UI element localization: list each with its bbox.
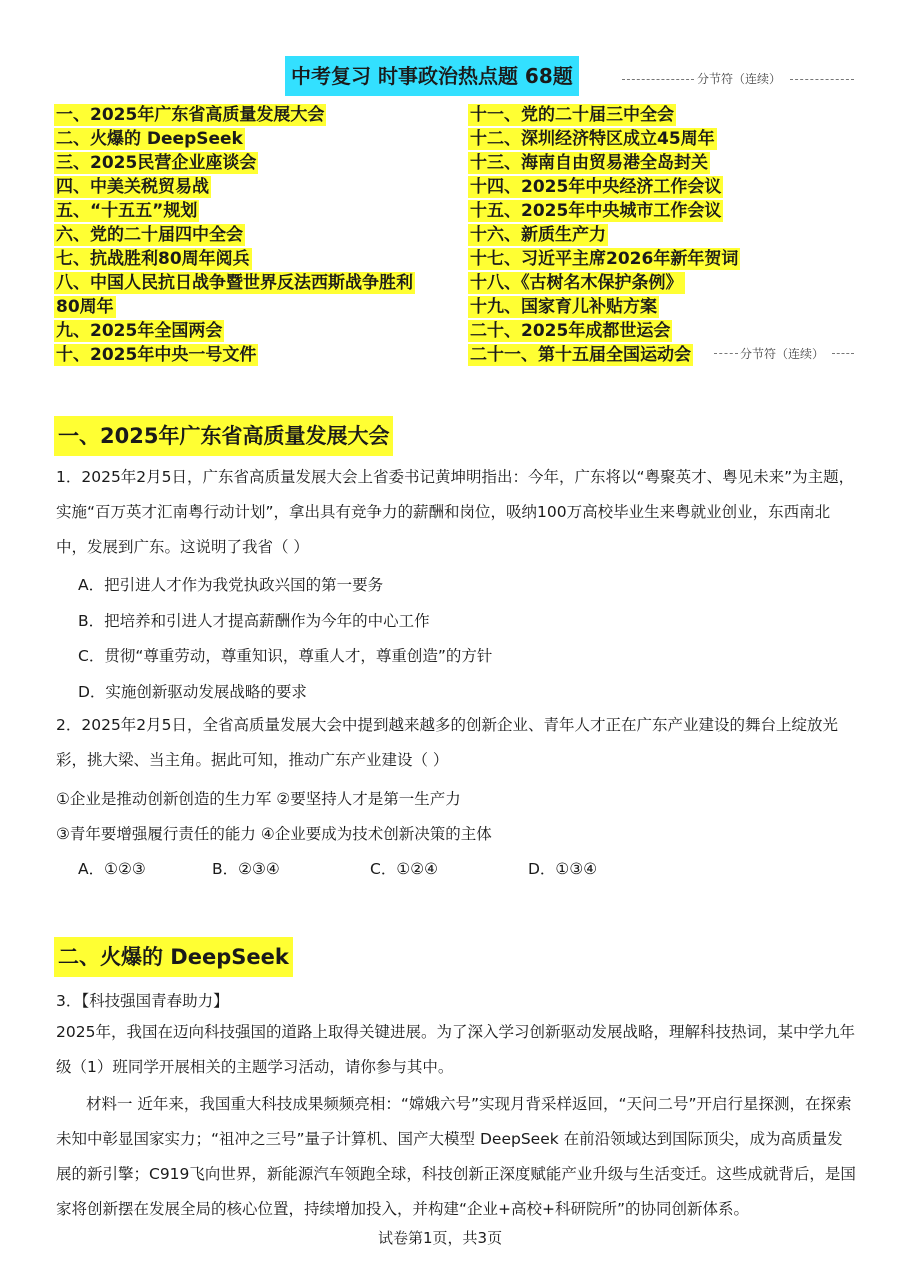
question-label: 3．【科技强国青春助力】	[56, 992, 229, 1010]
option-a: A．①②③	[78, 860, 146, 878]
toc-item: 三、2025民营企业座谈会	[56, 153, 257, 173]
toc-item: 十、2025年中央一号文件	[56, 345, 257, 365]
toc-item: 五、“十五五”规划	[56, 201, 198, 221]
toc-item: 十八、《古树名木保护条例》	[470, 273, 683, 293]
section-break-label: 分节符（连续）	[697, 72, 782, 86]
statement-line: ③青年要增强履行责任的能力 ④企业要成为技术创新决策的主体	[56, 825, 492, 843]
option-b: B．②③④	[212, 860, 280, 878]
option-a: A．把引进人才作为我党执政兴国的第一要务	[78, 576, 384, 594]
question-intro: 2025年，我国在迈向科技强国的道路上取得关键进展。为了深入学习创新驱动发展战略，理解科技热词，某中学九年级（1）班同学开展相关的主题学习活动，请你参与其中。	[56, 1023, 855, 1076]
toc-item: 十一、党的二十届三中全会	[470, 105, 674, 125]
section-heading: 一、2025年广东省高质量发展大会	[54, 416, 393, 456]
toc-item: 十六、新质生产力	[470, 225, 606, 245]
toc-item: 七、抗战胜利80周年阅兵	[56, 249, 250, 269]
toc-item: 80周年	[56, 297, 114, 317]
option-b: B．把培养和引进人才提高薪酬作为今年的中心工作	[78, 612, 430, 630]
toc-item: 二、火爆的 DeepSeek	[56, 129, 243, 149]
section-break-line	[790, 79, 854, 80]
section-heading: 二、火爆的 DeepSeek	[54, 937, 293, 977]
statement-line: ①企业是推动创新创造的生力军 ②要坚持人才是第一生产力	[56, 790, 461, 808]
toc-item: 十三、海南自由贸易港全岛封关	[470, 153, 708, 173]
toc-item: 六、党的二十届四中全会	[56, 225, 243, 245]
question-stem: 2．2025年2月5日，全省高质量发展大会中提到越来越多的创新企业、青年人才正在广东产业建设的舞台上绽放光彩，挑大梁、当主角。据此可知，推动广东产业建设（ ）	[56, 716, 839, 769]
toc-item: 八、中国人民抗日战争暨世界反法西斯战争胜利	[56, 273, 413, 293]
section-break-line	[832, 353, 854, 354]
page-title: 中考复习 时事政治热点题 68题	[285, 56, 579, 96]
toc-item: 四、中美关税贸易战	[56, 177, 209, 197]
toc-item: 十七、习近平主席2026年新年贺词	[470, 249, 739, 269]
question-stem: 1．2025年2月5日，广东省高质量发展大会上省委书记黄坤明指出：今年，广东将以“粤聚英才、粤见未来”为主题，实施“百万英才汇南粤行动计划”，拿出具有竞争力的薪酬和岗位，吸纳100万高校毕业生来粤就业创业，东西南北中，发展到广东。这说明了我省（ ）	[56, 468, 855, 556]
option-c: C．贯彻“尊重劳动，尊重知识，尊重人才，尊重创造”的方针	[78, 647, 493, 665]
toc-item: 十九、国家育儿补贴方案	[470, 297, 657, 317]
section-break-line	[622, 79, 694, 80]
toc-item: 二十、2025年成都世运会	[470, 321, 671, 341]
option-d: D．实施创新驱动发展战略的要求	[78, 683, 307, 701]
option-c: C．①②④	[370, 860, 439, 878]
toc-item: 二十一、第十五届全国运动会	[470, 345, 691, 365]
toc-item: 一、2025年广东省高质量发展大会	[56, 105, 325, 125]
page-number: 试卷第1页，共3页	[378, 1229, 503, 1247]
toc-item: 十四、2025年中央经济工作会议	[470, 177, 722, 197]
toc-item: 九、2025年全国两会	[56, 321, 223, 341]
material-paragraph: 材料一 近年来，我国重大科技成果频频亮相：“嫦娥六号”实现月背采样返回，“天问二号”开启行星探测，在探索未知中彰显国家实力；“祖冲之三号”量子计算机、国产大模型 DeepSeek 在前沿领域达到国际顶尖，成为高质量发展的新引擎；C919飞向世界，新能源汽车领跑全球，科技创新正深度赋能产业升级与生活变迁。这些成就背后，是国家将创新摆在发展全局的核心位置，持续增加投入，并构建“企业+高校+科研院所”的协同创新体系。	[56, 1095, 856, 1218]
option-d: D．①③④	[528, 860, 598, 878]
toc-item: 十二、深圳经济特区成立45周年	[470, 129, 715, 149]
section-break-label: 分节符（连续）	[740, 347, 825, 361]
section-break-line	[714, 353, 738, 354]
toc-item: 十五、2025年中央城市工作会议	[470, 201, 722, 221]
